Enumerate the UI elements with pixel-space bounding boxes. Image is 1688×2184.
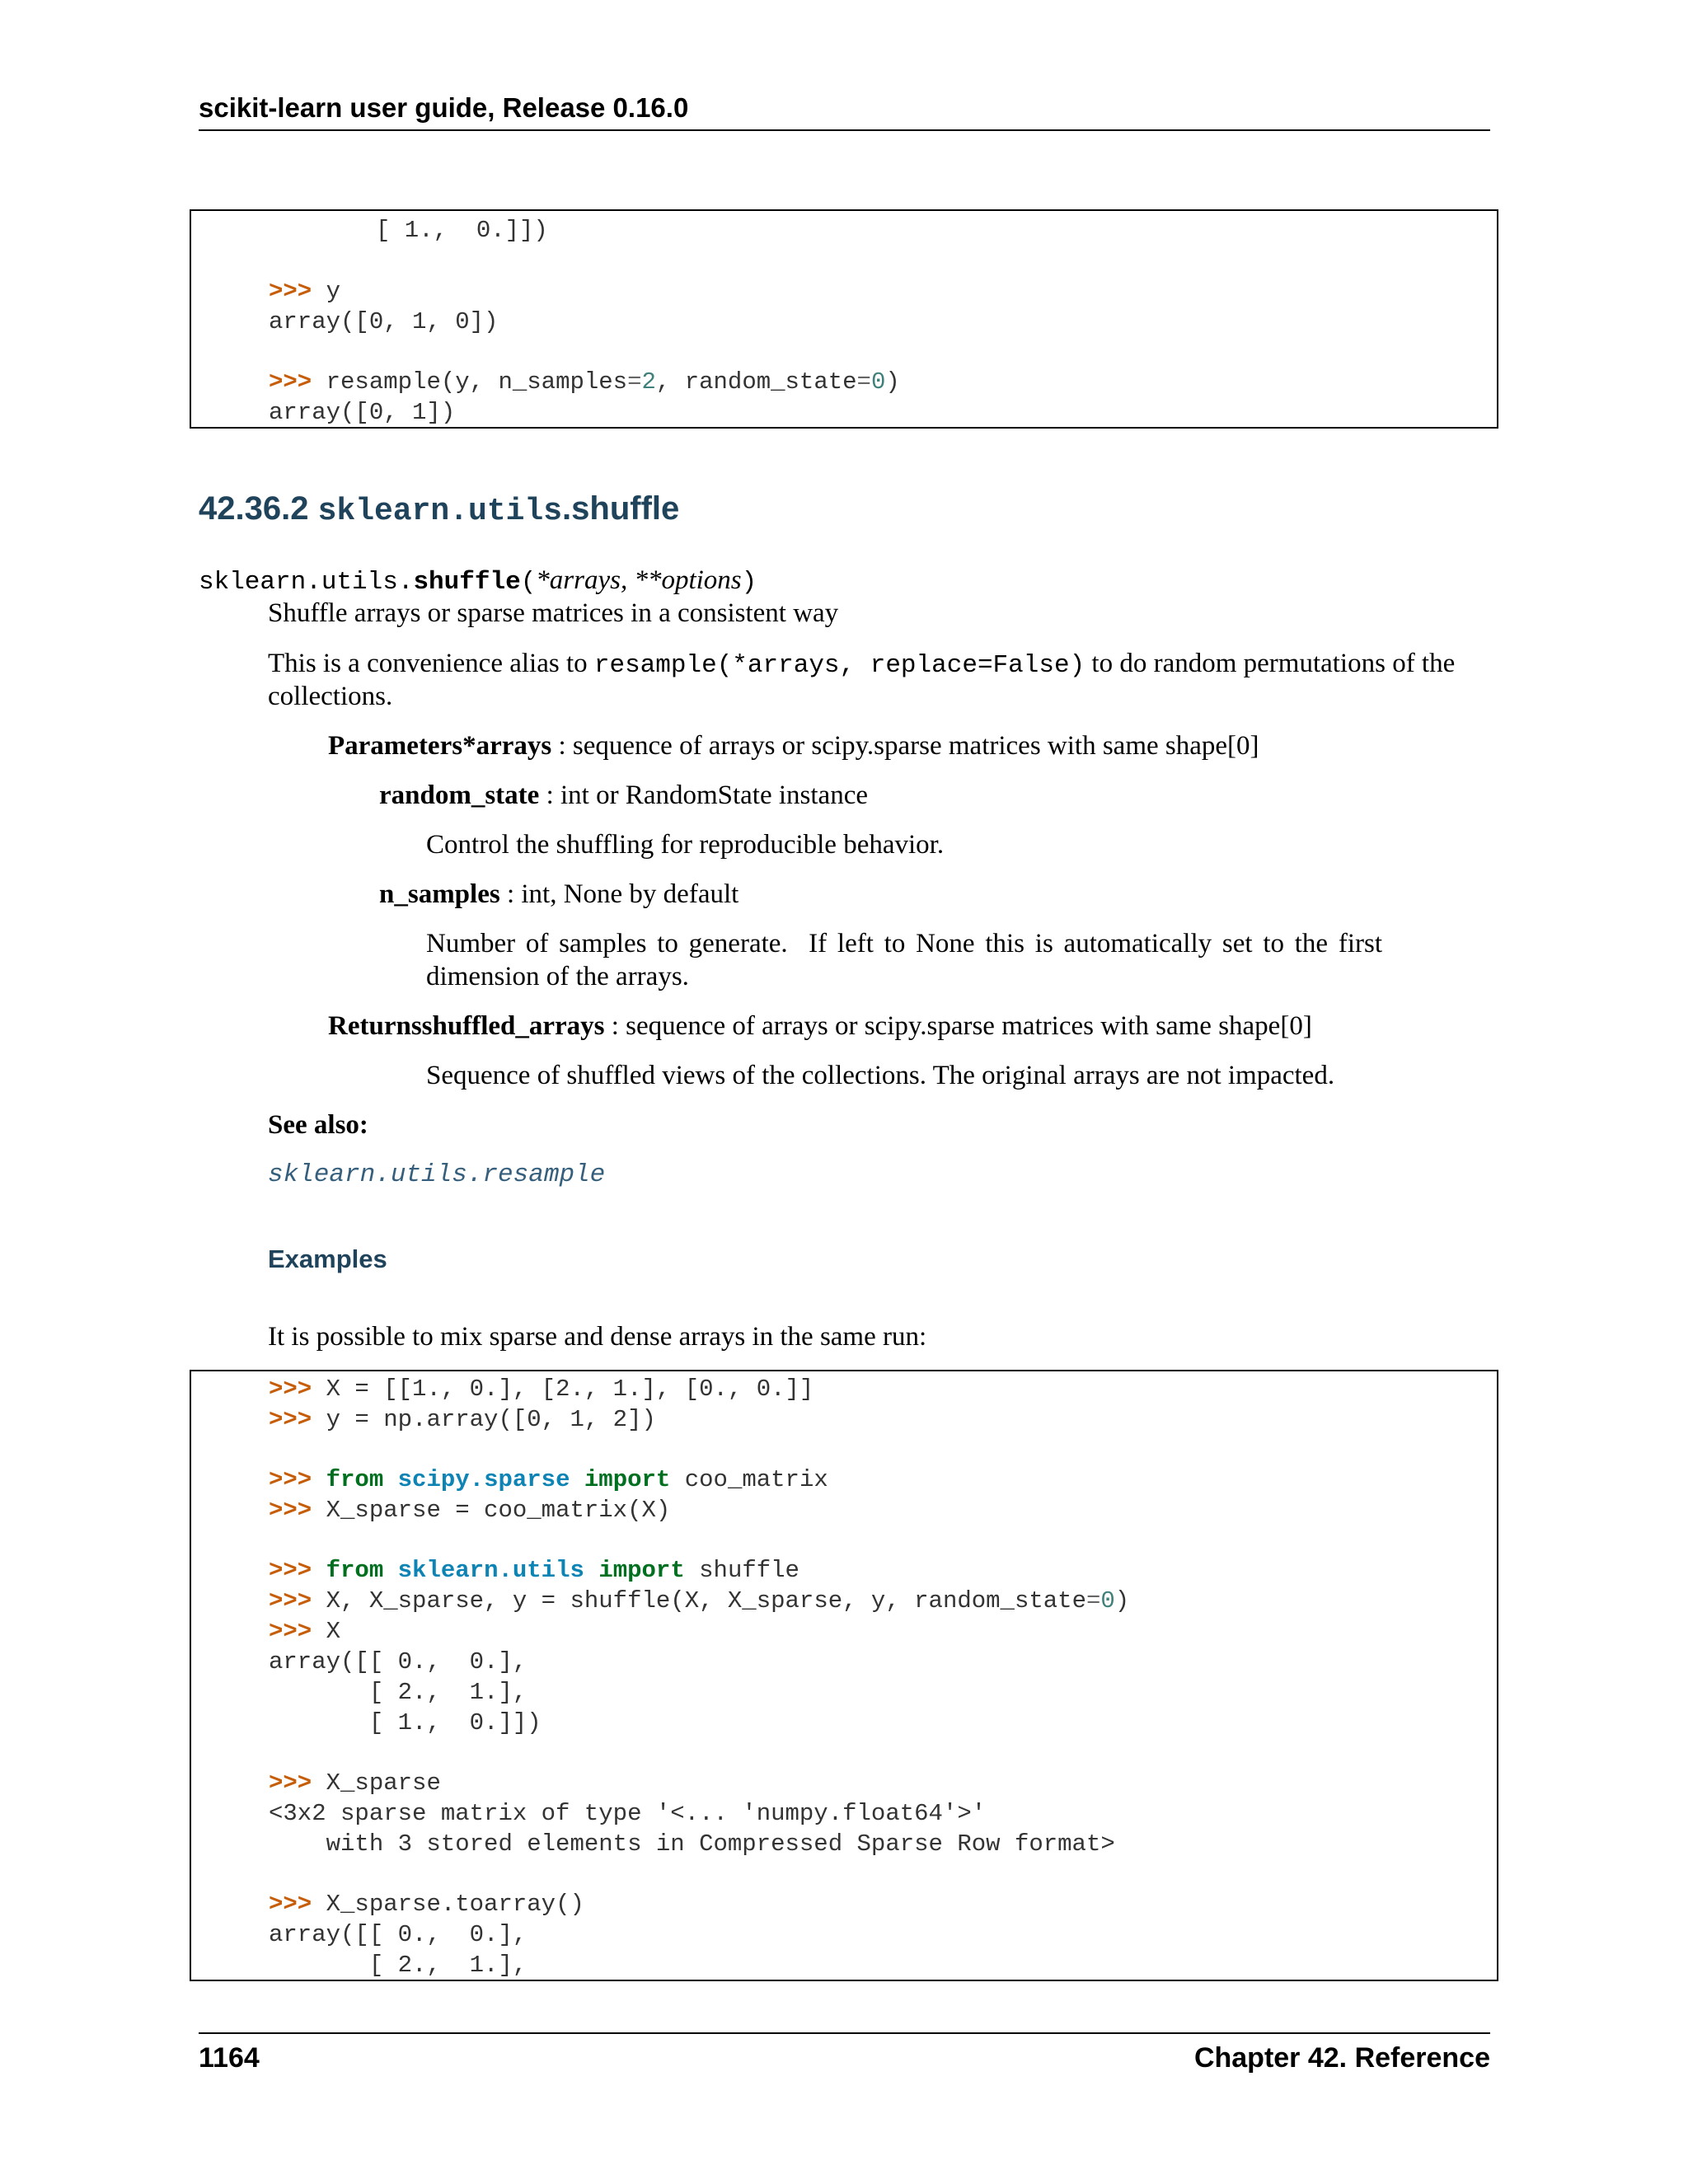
param-n-samples-desc: Number of samples to generate. If left to None this is automatically set to the first [426,929,1382,958]
page-number: 1164 [199,2042,260,2074]
code-line: >>> X_sparse.toarray() [269,1891,584,1918]
param-n-samples-desc-cont: dimension of the arrays. [426,962,689,991]
code-line: >>> from scipy.sparse import coo_matrix [269,1466,828,1493]
code-line: array([[ 0., 0.], [269,1648,528,1675]
code-line: >>> from sklearn.utils import shuffle [269,1557,799,1584]
code-line: with 3 stored elements in Compressed Sparse Row format> [269,1830,1115,1858]
param-arrays: Parameters*arrays : sequence of arrays or scipy.sparse matrices with same shape[0] [328,731,1259,761]
see-also-link[interactable]: sklearn.utils.resample [268,1160,606,1189]
code-line: >>> X = [[1., 0.], [2., 1.], [0., 0.]] [269,1376,814,1403]
running-header: scikit-learn user guide, Release 0.16.0 [199,92,689,123]
chapter-label: Chapter 42. Reference [1193,2042,1490,2074]
code-block-bottom [190,1370,1498,1981]
code-line: <3x2 sparse matrix of type '<... 'numpy.float64'>' [269,1800,987,1827]
return-shuffled-arrays: Returnsshuffled_arrays : sequence of arrays or scipy.sparse matrices with same shape[0] [328,1011,1312,1041]
summary-text: Shuffle arrays or sparse matrices in a consistent way [268,598,839,628]
code-line: >>> X_sparse = coo_matrix(X) [269,1497,671,1524]
description-text: This is a convenience alias to resample(*arrays, replace=False) to do random permutations of the [268,649,1456,680]
examples-heading: Examples [268,1244,387,1273]
code-line: [ 2., 1.], [269,1952,528,1979]
param-random-state-desc: Control the shuffling for reproducible behavior. [426,830,945,860]
code-block-top [190,209,1498,429]
code-line: >>> X, X_sparse, y = shuffle(X, X_sparse, y, random_state=0) [269,1587,1130,1615]
code-line: >>> X_sparse [269,1769,441,1797]
param-random-state: random_state : int or RandomState instance [379,780,868,810]
code-line: >>> y [269,278,341,305]
examples-intro: It is possible to mix sparse and dense arrays in the same run: [268,1322,927,1352]
footer-rule [199,2032,1490,2034]
code-line: >>> y = np.array([0, 1, 2]) [269,1406,656,1433]
code-line: array([[ 0., 0.], [269,1921,528,1948]
code-line: array([0, 1, 0]) [269,308,499,335]
code-line: [ 2., 1.], [269,1679,528,1706]
code-line: array([0, 1]) [269,399,456,426]
return-desc: Sequence of shuffled views of the collections. The original arrays are not impacted. [426,1061,1335,1090]
code-line: >>> X [269,1618,341,1645]
section-heading: 42.36.2 sklearn.utils.shuffle [199,490,680,529]
see-also-label: See also: [268,1110,368,1140]
code-line: >>> resample(y, n_samples=2, random_state=0) [269,368,900,396]
header-rule [199,129,1490,131]
param-n-samples: n_samples : int, None by default [379,879,739,909]
code-line: [ 1., 0.]]) [269,1709,542,1736]
code-line: [ 1., 0.]]) [376,217,548,244]
function-signature: sklearn.utils.shuffle(*arrays, **options) [199,565,757,597]
description-text-cont: collections. [268,682,393,711]
